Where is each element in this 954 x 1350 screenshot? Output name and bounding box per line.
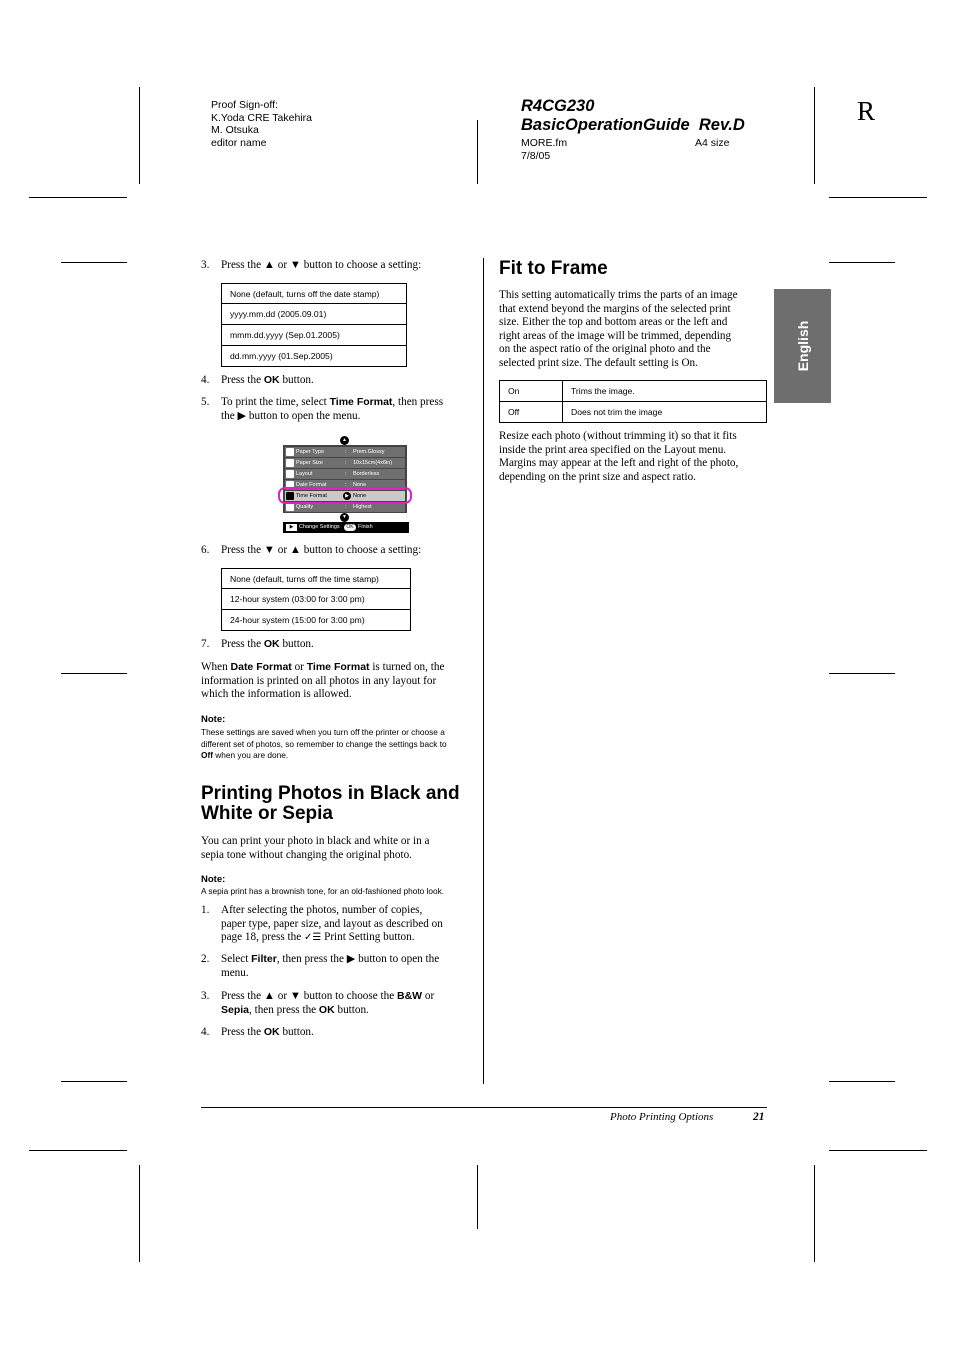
footer-rule bbox=[201, 1107, 767, 1108]
layout-icon bbox=[286, 470, 294, 478]
lcd-menu-screenshot bbox=[281, 436, 410, 533]
step-text: After selecting the photos, number of copies, paper type, paper size, and layout as described on page 18, press the ✓☰ Print Setting button. bbox=[221, 904, 443, 944]
step-number: 4. bbox=[201, 374, 210, 386]
crop-mark bbox=[814, 1165, 815, 1262]
menu-row: Paper Size : 10x15cm(4x6in) bbox=[285, 458, 405, 468]
right-arrow-icon: ▶ bbox=[346, 953, 356, 965]
note-heading: Note: bbox=[201, 714, 226, 725]
ok-badge: OK bbox=[344, 524, 356, 531]
step-text: Press the ▼ or ▲ button to choose a setting: bbox=[221, 544, 422, 556]
key-label: Off bbox=[201, 750, 213, 760]
change-settings-label: Change Settings bbox=[299, 524, 340, 530]
step-number: 7. bbox=[201, 638, 210, 650]
fit-to-frame-heading: Fit to Frame bbox=[499, 258, 608, 279]
step-text: Press the ▲ or ▼ button to choose the B&W or Sepia, then press the OK button. bbox=[221, 990, 435, 1016]
step-number: 5. bbox=[201, 396, 210, 408]
down-arrow-icon: ▼ bbox=[289, 259, 301, 271]
crop-mark bbox=[139, 1165, 140, 1262]
crop-mark bbox=[477, 1165, 478, 1229]
step-text: To print the time, select Time Format, then press the ▶ button to open the menu. bbox=[221, 396, 444, 422]
footer-section-name: Photo Printing Options bbox=[610, 1111, 714, 1123]
paper-size: A4 size bbox=[695, 137, 730, 149]
step-text: Press the OK button. bbox=[221, 374, 314, 386]
menu-row: Date Format : None bbox=[285, 480, 405, 490]
fit-to-frame-options-table bbox=[499, 380, 767, 423]
date-time-paragraph: When Date Format or Time Format is turned on, the information is printed on all photos in any layout for which the information is allowed. bbox=[201, 661, 445, 701]
crop-mark bbox=[61, 1081, 127, 1082]
table-row bbox=[222, 610, 411, 631]
crop-mark bbox=[477, 120, 478, 184]
menu-row: Layout : Borderless bbox=[285, 469, 405, 479]
option-description: Trims the image. bbox=[563, 381, 767, 402]
note-text: These settings are saved when you turn off the printer or choose a different set of photos, so remember to change the settings back to Off when you are done. bbox=[201, 727, 447, 760]
section-heading: Printing Photos in Black and White or Sepia bbox=[201, 783, 460, 824]
proof-line: K.Yoda CRE Takehira bbox=[211, 111, 312, 124]
step-number: 2. bbox=[201, 953, 210, 965]
crop-mark bbox=[29, 197, 127, 198]
table-row bbox=[222, 346, 407, 367]
table-row bbox=[222, 325, 407, 346]
sepia-intro: You can print your photo in black and white or in a sepia tone without changing the original photo. bbox=[201, 835, 430, 861]
corner-letter: R bbox=[857, 96, 876, 126]
crop-mark bbox=[829, 1150, 927, 1151]
step-number: 6. bbox=[201, 544, 210, 556]
step-text: Press the OK button. bbox=[221, 1026, 314, 1038]
key-label: Time Format bbox=[329, 396, 393, 408]
step-number: 4. bbox=[201, 1026, 210, 1038]
doc-date: 7/8/05 bbox=[521, 150, 551, 162]
table-cell: mmm.dd.yyyy (Sep.01.2005) bbox=[222, 325, 407, 346]
up-arrow-icon: ▲ bbox=[263, 259, 275, 271]
ok-key-label: OK bbox=[263, 638, 280, 650]
table-cell: 24-hour system (15:00 for 3:00 pm) bbox=[222, 610, 411, 631]
table-cell: None (default, turns off the time stamp) bbox=[222, 569, 411, 589]
proof-line: M. Otsuka bbox=[211, 124, 259, 136]
key-label: B&W bbox=[396, 990, 423, 1002]
crop-mark bbox=[61, 262, 127, 263]
doc-code: R4CG230 bbox=[521, 97, 595, 115]
table-row bbox=[500, 381, 767, 402]
table-cell: 12-hour system (03:00 for 3:00 pm) bbox=[222, 589, 411, 610]
option-description: Does not trim the image bbox=[563, 402, 767, 423]
doc-title: BasicOperationGuide bbox=[521, 116, 690, 134]
table-cell: None (default, turns off the date stamp) bbox=[222, 284, 407, 304]
key-label: Sepia bbox=[221, 1003, 250, 1016]
fit-to-frame-description: This setting automatically trims the parts of an image that extend beyond the margins of the selected print size. Either the top and bottom areas or the left and right areas of the image will be trimmed, depending on the aspect ratio of the original photo and the selected print size. The default setting is On. bbox=[499, 289, 738, 369]
date-format-options-table bbox=[221, 283, 407, 367]
quality-icon bbox=[286, 503, 294, 511]
table-cell: dd.mm.yyyy (01.Sep.2005) bbox=[222, 346, 407, 367]
right-arrow-icon: ▶ bbox=[343, 492, 351, 500]
ok-key-label: OK bbox=[263, 374, 280, 386]
down-arrow-icon: ▼ bbox=[340, 513, 349, 522]
option-name: Off bbox=[500, 402, 563, 423]
step-text: Select Filter, then press the ▶ button to open the menu. bbox=[221, 953, 440, 979]
page-number: 21 bbox=[753, 1111, 765, 1123]
note-heading: Note: bbox=[201, 874, 226, 885]
crop-mark bbox=[29, 1150, 127, 1151]
up-arrow-icon: ▲ bbox=[289, 544, 301, 556]
table-cell: yyyy.mm.dd (2005.09.01) bbox=[222, 304, 407, 325]
table-row bbox=[500, 402, 767, 423]
time-format-options-table bbox=[221, 568, 411, 631]
play-icon: ▶ bbox=[286, 524, 297, 531]
note-text: A sepia print has a brownish tone, for an old-fashioned photo look. bbox=[201, 886, 445, 896]
language-tab-label: English bbox=[794, 320, 811, 372]
up-arrow-icon: ▲ bbox=[340, 436, 349, 445]
column-divider bbox=[483, 258, 484, 1084]
language-tab bbox=[774, 289, 831, 403]
print-setting-icon: ✓☰ bbox=[303, 932, 322, 944]
crop-mark bbox=[61, 673, 127, 674]
proof-line: Proof Sign-off: bbox=[211, 99, 278, 111]
proof-signoff bbox=[211, 99, 312, 149]
fit-off-description: Resize each photo (without trimming it) so that it fits inside the print area specified on the Layout menu. Margins may appear at the left and right of the photo, depending on the print size and aspect ratio. bbox=[499, 430, 739, 483]
down-arrow-icon: ▼ bbox=[289, 990, 301, 1002]
file-name: MORE.fm bbox=[521, 137, 568, 149]
step-number: 3. bbox=[201, 990, 210, 1002]
lcd-footer bbox=[283, 522, 409, 533]
step-text: Press the ▲ or ▼ button to choose a setting: bbox=[221, 259, 422, 271]
down-arrow-icon: ▼ bbox=[263, 544, 275, 556]
proof-line: editor name bbox=[211, 136, 267, 149]
table-row bbox=[222, 589, 411, 610]
option-name: On bbox=[500, 381, 563, 402]
table-row bbox=[222, 304, 407, 325]
doc-revision: Rev.D bbox=[698, 116, 745, 134]
right-arrow-icon: ▶ bbox=[237, 409, 247, 422]
menu-row: Paper Type : Prem.Glossy bbox=[285, 447, 405, 457]
step-number: 1. bbox=[201, 904, 210, 916]
menu-row: Quality : Highest bbox=[285, 502, 405, 512]
selection-highlight bbox=[278, 487, 412, 504]
key-label: Time Format bbox=[306, 661, 370, 673]
crop-mark bbox=[829, 673, 895, 674]
step-number: 3. bbox=[201, 259, 210, 271]
finish-label: Finish bbox=[358, 524, 373, 530]
table-row bbox=[222, 569, 411, 589]
crop-mark bbox=[139, 87, 140, 184]
menu-row-selected: Time Format ▶ None bbox=[285, 491, 405, 501]
crop-mark bbox=[829, 262, 895, 263]
step-text: Press the OK button. bbox=[221, 638, 314, 650]
table-row bbox=[222, 284, 407, 304]
paper-type-icon bbox=[286, 448, 294, 456]
key-label: Filter bbox=[251, 953, 277, 965]
ok-key-label: OK bbox=[318, 1003, 335, 1016]
crop-mark bbox=[814, 87, 815, 184]
key-label: Date Format bbox=[230, 661, 292, 673]
ok-key-label: OK bbox=[263, 1026, 280, 1038]
doc-title-block bbox=[521, 97, 745, 135]
crop-mark bbox=[829, 1081, 895, 1082]
crop-mark bbox=[829, 197, 927, 198]
paper-size-icon bbox=[286, 459, 294, 467]
up-arrow-icon: ▲ bbox=[263, 990, 275, 1002]
